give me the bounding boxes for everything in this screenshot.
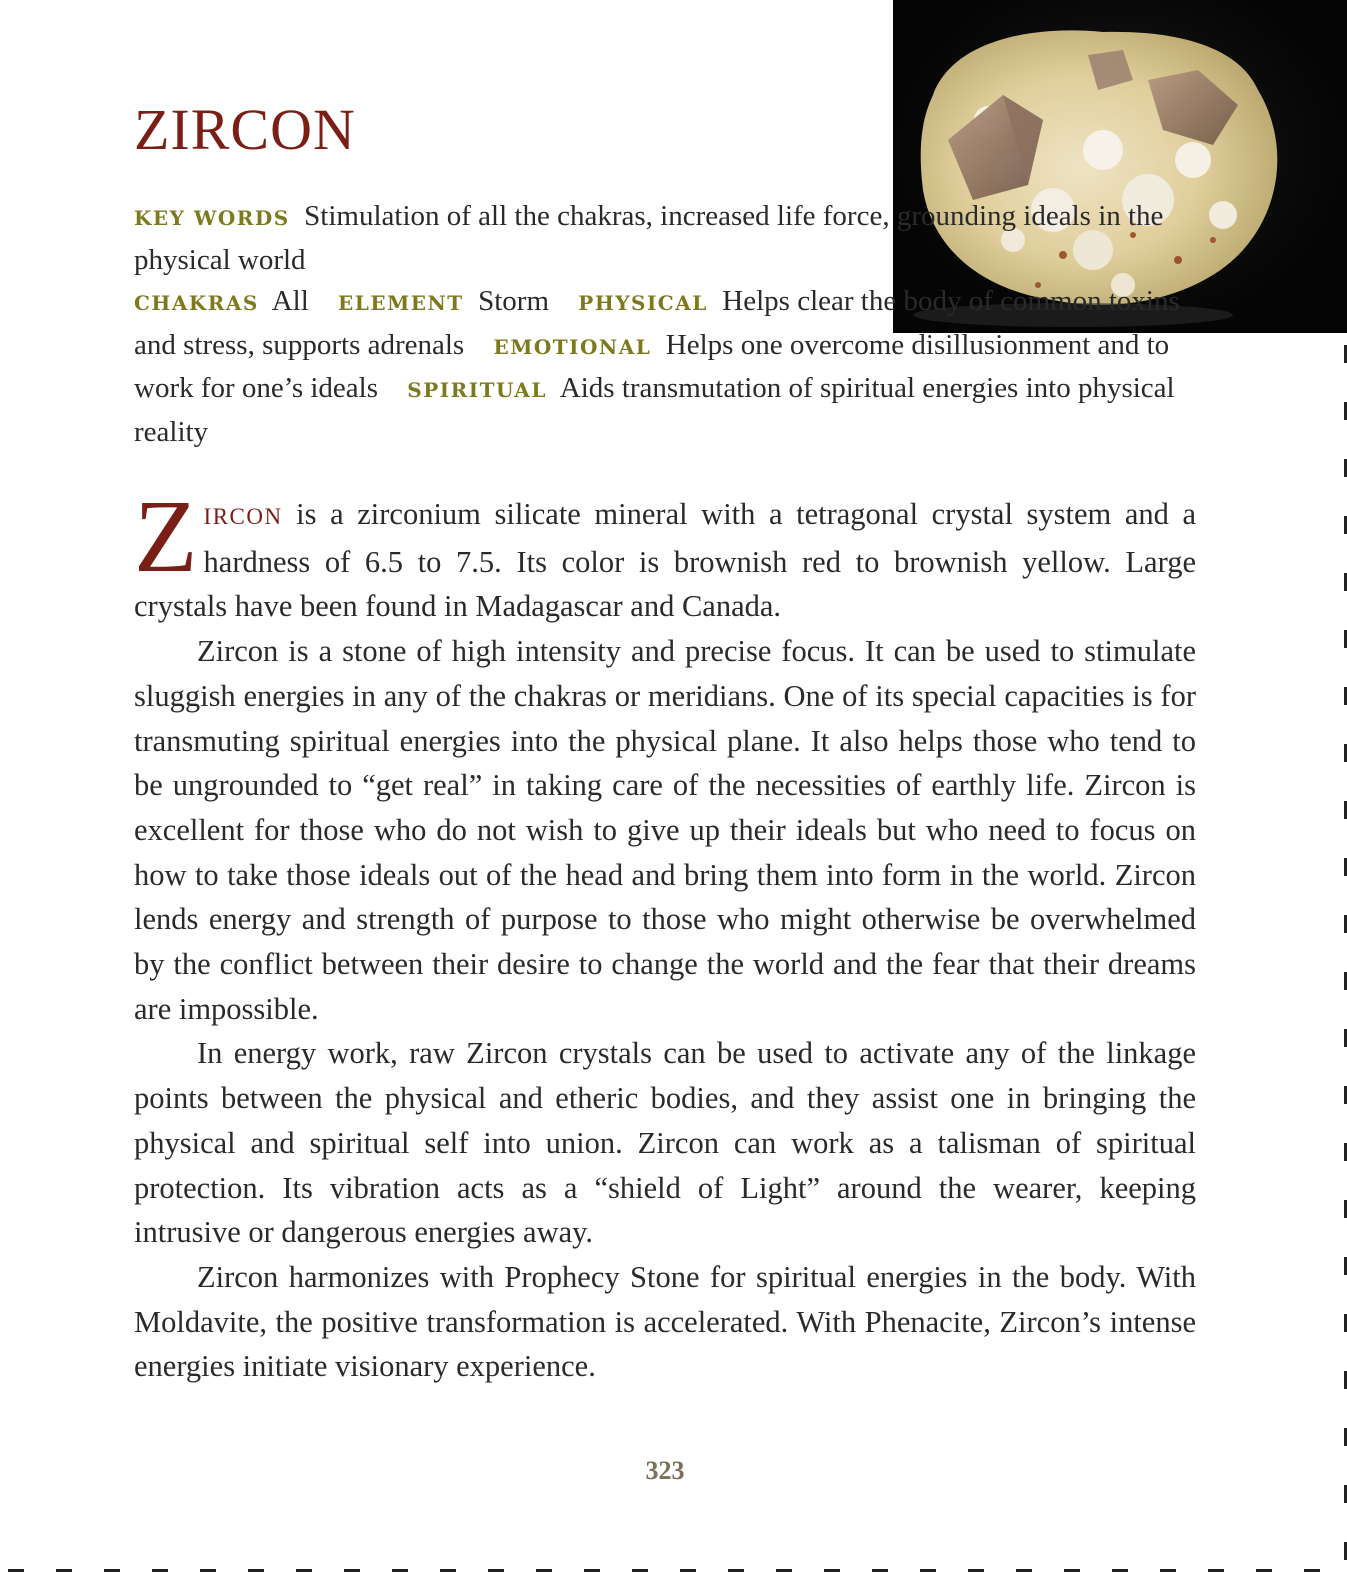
lead-smallcaps: IRCON [203, 504, 283, 529]
paragraph-2: Zircon is a stone of high intensity and precise focus. It can be used to stimulate sluggish energies in any of the chakras or meridians. One of its special capacities is for transmuting spiritual energies into the physical plane. It also helps those who tend to be ungrounded to “get real” in taking care of the necessities of earthly life. Zircon is excellent for those who do not wish to give up their ideals but who need to focus on how to take those ideals out of the head and bring them into form in the world. Zircon lends energy and strength of purpose to those who might otherwise be overwhelmed by the conflict between their desire to change the world and the fear that their dreams are impossible. [134, 634, 1196, 1026]
label-element: ELEMENT [338, 291, 464, 315]
element-text: Storm [478, 285, 550, 317]
key-words-text: Stimulation of all the chakras, increased life force, grounding ideals in the physical world [134, 200, 1164, 276]
drop-cap: Z [134, 479, 198, 594]
chakras-text: All [271, 285, 309, 317]
page-title: ZIRCON [134, 97, 356, 162]
paragraph-3: In energy work, raw Zircon crystals can be used to activate any of the linkage points between the physical and etheric bodies, and they assist one in bringing the physical and spiritual self into union. Zircon can work as a talisman of spiritual protection. Its vibration acts as a “shield of Light” around the wearer, keeping intrusive or dangerous energies away. [134, 1036, 1196, 1250]
label-chakras: CHAKRAS [134, 291, 259, 315]
label-spiritual: SPIRITUAL [407, 378, 547, 402]
label-key-words: KEY WORDS [134, 206, 290, 230]
paragraph-4: Zircon harmonizes with Prophecy Stone for spiritual energies in the body. With Moldavite, the positive transformation is accelerated. With Phenacite, Zircon’s intense energies initiate visionary experience. [134, 1259, 1196, 1384]
keywords-block [134, 196, 1194, 453]
body-text [134, 479, 1196, 1389]
page-number: 323 [645, 1456, 685, 1485]
spiritual-text: Aids transmutation of spiritual energies into physical reality [134, 372, 1175, 448]
physical-text: Helps clear the body of common toxins and stress, supports adrenals [134, 285, 1180, 361]
emotional-text: Helps one overcome disillusionment and to work for one’s ideals [134, 328, 1170, 404]
label-physical: PHYSICAL [578, 291, 708, 315]
label-emotional: EMOTIONAL [493, 334, 652, 359]
paragraph-1 [134, 479, 1196, 629]
paragraph-1-text: is a zirconium silicate mineral with a tetragonal crystal system and a hardness of 6.5 to 7.5. Its color is brownish red to brownish yellow. Large crystals have been found in Madagascar and Canada. [134, 497, 1196, 624]
